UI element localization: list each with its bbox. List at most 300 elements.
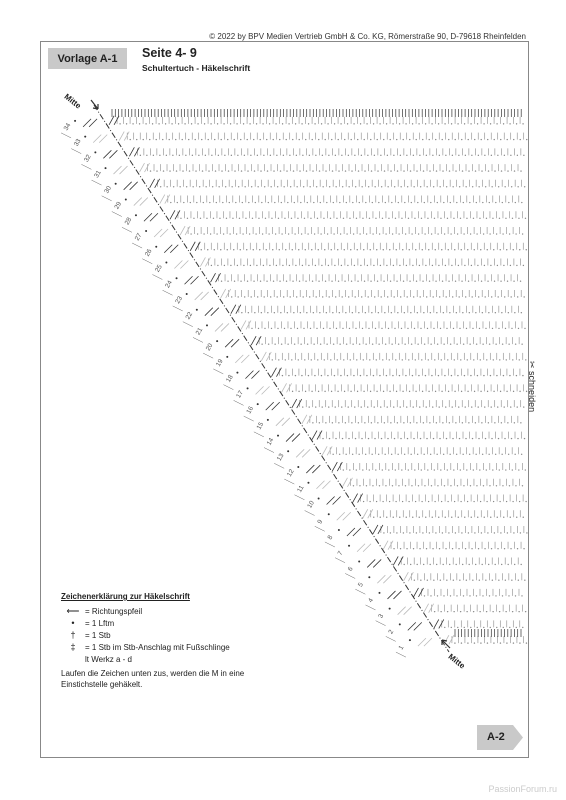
edge-stitch <box>398 604 434 615</box>
chain-mark <box>281 343 282 344</box>
chain-mark <box>398 343 399 344</box>
chain-mark <box>511 186 512 187</box>
chain-mark <box>438 375 439 376</box>
chain-mark <box>344 281 345 282</box>
chain-mark <box>468 564 469 565</box>
chain-mark <box>296 186 297 187</box>
chain-mark <box>503 627 504 628</box>
chain-mark <box>423 312 424 313</box>
chain-mark <box>348 296 349 297</box>
row-leader <box>152 274 162 279</box>
chain-mark <box>378 202 379 203</box>
chain-mark <box>178 123 179 124</box>
chain-mark <box>471 548 472 549</box>
chain-mark <box>299 170 300 171</box>
chain-mark <box>524 186 525 187</box>
chain-mark <box>355 186 356 187</box>
chain-mark <box>464 517 465 518</box>
chain-mark <box>153 155 154 156</box>
chain-mark <box>370 281 371 282</box>
chain-mark <box>250 155 251 156</box>
chain-mark <box>523 265 524 266</box>
chain-mark <box>426 406 427 407</box>
chain-mark <box>297 328 298 329</box>
chain-mark <box>397 312 398 313</box>
chain-mark <box>501 170 502 171</box>
chain-mark <box>299 139 300 140</box>
chain-mark <box>465 548 466 549</box>
chain-mark <box>297 218 298 219</box>
chain-mark <box>479 218 480 219</box>
chain-mark <box>301 375 302 376</box>
chain-mark <box>474 249 475 250</box>
chain-mark <box>496 485 497 486</box>
chain-mark <box>466 218 467 219</box>
chain-mark <box>495 312 496 313</box>
chain-mark <box>160 186 161 187</box>
chain-mark <box>358 422 359 423</box>
chain-mark <box>389 359 390 360</box>
chain-mark <box>231 296 232 297</box>
chain-mark <box>320 343 321 344</box>
chain-mark <box>460 501 461 502</box>
chain-mark <box>364 281 365 282</box>
chain-mark <box>327 233 328 234</box>
chain-mark <box>291 359 292 360</box>
chain-mark <box>262 233 263 234</box>
chain-mark <box>332 454 333 455</box>
chain-mark <box>271 328 272 329</box>
chain-mark <box>336 328 337 329</box>
chain-mark <box>208 170 209 171</box>
chain-mark <box>318 249 319 250</box>
chain-mark <box>369 469 370 470</box>
chain-mark <box>377 281 378 282</box>
chain-mark <box>182 139 183 140</box>
chain-mark <box>379 375 380 376</box>
chain-mark <box>465 155 466 156</box>
chain-mark <box>452 186 453 187</box>
chain-mark <box>143 139 144 140</box>
chain-mark <box>313 202 314 203</box>
chain-mark <box>411 343 412 344</box>
chain-icon: • <box>71 617 75 628</box>
chain-mark <box>396 139 397 140</box>
chain-mark <box>479 611 480 612</box>
chain-mark <box>511 438 512 439</box>
chain-mark <box>480 642 481 643</box>
chain-mark <box>344 139 345 140</box>
chain-mark <box>311 391 312 392</box>
chain-mark <box>481 564 482 565</box>
dc-icon: † <box>70 629 76 640</box>
chain-mark <box>386 123 387 124</box>
chain-mark <box>361 155 362 156</box>
chain-mark <box>332 170 333 171</box>
chain-mark <box>518 469 519 470</box>
chain-mark <box>139 123 140 124</box>
chain-mark <box>357 281 358 282</box>
chain-mark <box>478 548 479 549</box>
chain-mark <box>353 485 354 486</box>
chain-mark <box>306 312 307 313</box>
chain-mark <box>378 454 379 455</box>
chain-mark <box>508 454 509 455</box>
edge-stitch <box>144 210 180 221</box>
chain-mark <box>505 218 506 219</box>
chain-mark <box>426 155 427 156</box>
chain-mark <box>515 233 516 234</box>
chain-mark <box>471 517 472 518</box>
chain-mark <box>197 233 198 234</box>
chain-mark <box>476 202 477 203</box>
chain-mark <box>240 281 241 282</box>
edge-chain <box>247 387 249 389</box>
chain-mark <box>476 595 477 596</box>
chain-mark <box>476 485 477 486</box>
chain-mark <box>221 139 222 140</box>
edge-stitch <box>367 556 403 567</box>
chain-mark <box>472 328 473 329</box>
chain-mark <box>314 233 315 234</box>
chain-mark <box>374 186 375 187</box>
chain-mark <box>450 343 451 344</box>
chain-mark <box>240 249 241 250</box>
chain-mark <box>484 296 485 297</box>
chain-mark <box>238 186 239 187</box>
chain-mark <box>524 438 525 439</box>
chain-mark <box>508 343 509 344</box>
edge-chain <box>135 214 137 216</box>
chain-mark <box>382 501 383 502</box>
chain-mark <box>442 281 443 282</box>
chain-mark <box>501 422 502 423</box>
chain-mark <box>399 375 400 376</box>
chain-mark <box>400 548 401 549</box>
chain-mark <box>498 579 499 580</box>
chain-mark <box>267 312 268 313</box>
row-leader <box>112 212 122 217</box>
chain-mark <box>485 438 486 439</box>
chain-mark <box>490 517 491 518</box>
cut-label <box>526 361 537 412</box>
chain-mark <box>521 595 522 596</box>
chain-mark <box>250 296 251 297</box>
chain-mark <box>231 155 232 156</box>
chain-mark <box>469 454 470 455</box>
chain-mark <box>429 281 430 282</box>
chain-mark <box>402 249 403 250</box>
chain-mark <box>423 564 424 565</box>
chain-mark <box>424 485 425 486</box>
chain-mark <box>315 265 316 266</box>
edge-chain <box>307 482 309 484</box>
chain-mark <box>426 186 427 187</box>
chain-mark <box>343 359 344 360</box>
chain-mark <box>294 343 295 344</box>
chain-mark <box>283 186 284 187</box>
chain-mark <box>406 548 407 549</box>
chain-mark <box>452 296 453 297</box>
row-number: 12 <box>285 468 296 479</box>
chain-mark <box>353 123 354 124</box>
chain-mark <box>276 296 277 297</box>
chain-mark <box>439 406 440 407</box>
chain-mark <box>349 218 350 219</box>
chain-mark <box>464 627 465 628</box>
row-number: 17 <box>235 389 245 400</box>
chain-mark <box>514 422 515 423</box>
chain-mark <box>342 438 343 439</box>
template-tag: Vorlage A-1 <box>48 48 127 69</box>
chain-mark <box>510 548 511 549</box>
chain-mark <box>398 233 399 234</box>
chain-mark <box>210 233 211 234</box>
chain-mark <box>509 375 510 376</box>
legend-item <box>61 617 261 629</box>
chain-mark <box>301 123 302 124</box>
chain-mark <box>509 233 510 234</box>
chain-mark <box>471 406 472 407</box>
chain-mark <box>503 265 504 266</box>
chain-mark <box>408 218 409 219</box>
chain-mark <box>425 265 426 266</box>
chain-mark <box>354 406 355 407</box>
chain-mark <box>215 170 216 171</box>
chain-mark <box>448 139 449 140</box>
chain-mark <box>416 564 417 565</box>
chain-mark <box>454 642 455 643</box>
row-leader <box>223 385 233 390</box>
chain-mark <box>316 328 317 329</box>
chain-mark <box>518 579 519 580</box>
chain-mark <box>504 155 505 156</box>
chain-mark <box>316 186 317 187</box>
chain-mark <box>314 375 315 376</box>
footer-watermark: PassionForum.ru <box>488 784 557 794</box>
chain-mark <box>373 517 374 518</box>
chain-mark <box>510 155 511 156</box>
chain-mark <box>286 170 287 171</box>
chain-mark <box>327 123 328 124</box>
chain-mark <box>389 391 390 392</box>
chain-mark <box>394 438 395 439</box>
chain-mark <box>257 186 258 187</box>
edge-stitch <box>245 368 281 379</box>
chain-mark <box>334 123 335 124</box>
chain-mark <box>515 202 516 203</box>
row-number: 29 <box>113 200 124 211</box>
edge-stitch <box>235 352 271 363</box>
chain-mark <box>319 422 320 423</box>
chain-mark <box>315 296 316 297</box>
chain-mark <box>442 170 443 171</box>
legend-heading: Zeichenerklärung zur Häkelschrift <box>61 592 190 601</box>
chain-mark <box>273 139 274 140</box>
chain-mark <box>223 233 224 234</box>
chain-mark <box>456 312 457 313</box>
chain-mark <box>331 139 332 140</box>
chain-mark <box>487 391 488 392</box>
chain-mark <box>432 406 433 407</box>
chain-mark <box>389 501 390 502</box>
legend-item <box>61 629 261 641</box>
chain-mark <box>233 249 234 250</box>
edge-stitch <box>286 431 322 442</box>
chain-mark <box>514 170 515 171</box>
row-number: 10 <box>306 499 316 510</box>
chain-mark <box>387 155 388 156</box>
chain-mark <box>319 312 320 313</box>
row-number: 30 <box>103 185 114 195</box>
chain-mark <box>464 375 465 376</box>
chain-mark <box>463 485 464 486</box>
row-leader <box>81 164 91 169</box>
chain-mark <box>515 343 516 344</box>
chain-mark <box>347 265 348 266</box>
chain-mark <box>352 312 353 313</box>
chain-mark <box>470 123 471 124</box>
page-subtitle: Schultertuch - Häkelschrift <box>142 63 251 73</box>
chain-mark <box>498 438 499 439</box>
chain-mark <box>219 218 220 219</box>
chain-mark <box>404 343 405 344</box>
edge-stitch <box>266 399 302 410</box>
chain-mark <box>300 312 301 313</box>
chain-mark <box>424 595 425 596</box>
chain-mark <box>374 155 375 156</box>
chain-mark <box>337 249 338 250</box>
chain-mark <box>387 438 388 439</box>
chain-mark <box>336 218 337 219</box>
edge-chain <box>176 277 178 279</box>
row-leader <box>142 259 152 264</box>
chain-mark <box>430 343 431 344</box>
chain-mark <box>283 296 284 297</box>
chain-mark <box>352 343 353 344</box>
edge-stitch <box>215 320 251 331</box>
chain-mark <box>375 328 376 329</box>
chain-mark <box>478 296 479 297</box>
chain-mark <box>305 281 306 282</box>
chain-mark <box>458 296 459 297</box>
row-leader <box>254 432 264 437</box>
chain-mark <box>282 123 283 124</box>
chain-mark <box>508 202 509 203</box>
chain-mark <box>514 564 515 565</box>
chain-mark <box>424 233 425 234</box>
chain-mark <box>444 233 445 234</box>
chain-mark <box>326 202 327 203</box>
row-number: 22 <box>184 310 195 321</box>
chain-mark <box>484 155 485 156</box>
chain-mark <box>427 328 428 329</box>
chain-mark <box>526 532 527 533</box>
legend-item <box>61 641 261 653</box>
chain-mark <box>403 139 404 140</box>
chain-mark <box>525 469 526 470</box>
chain-mark <box>500 281 501 282</box>
chain-mark <box>202 170 203 171</box>
chain-mark <box>412 517 413 518</box>
chain-mark <box>477 375 478 376</box>
chain-mark <box>442 532 443 533</box>
chain-mark <box>526 249 527 250</box>
chain-mark <box>269 123 270 124</box>
chain-mark <box>227 139 228 140</box>
chain-mark <box>284 328 285 329</box>
chain-mark <box>460 218 461 219</box>
chain-mark <box>354 155 355 156</box>
chain-mark <box>412 375 413 376</box>
chain-mark <box>404 312 405 313</box>
chain-mark <box>339 312 340 313</box>
chain-mark <box>312 170 313 171</box>
chain-mark <box>457 485 458 486</box>
chain-mark <box>333 343 334 344</box>
chain-mark <box>455 170 456 171</box>
chain-mark <box>370 139 371 140</box>
chain-mark <box>349 469 350 470</box>
chain-mark <box>208 139 209 140</box>
chain-mark <box>411 233 412 234</box>
chain-mark <box>318 139 319 140</box>
chain-mark <box>149 139 150 140</box>
chain-mark <box>477 123 478 124</box>
chain-mark <box>393 155 394 156</box>
chain-mark <box>279 249 280 250</box>
chain-mark <box>373 265 374 266</box>
chain-mark <box>216 202 217 203</box>
chain-mark <box>192 186 193 187</box>
chain-mark <box>462 454 463 455</box>
row-number: 15 <box>255 421 266 431</box>
chain-mark <box>173 186 174 187</box>
chain-mark <box>170 202 171 203</box>
edge-stitch <box>114 163 150 174</box>
chain-mark <box>481 139 482 140</box>
chain-mark <box>508 595 509 596</box>
chain-mark <box>351 139 352 140</box>
foundation-dc-icon: ‡ <box>70 641 76 652</box>
chain-mark <box>346 343 347 344</box>
chain-mark <box>492 579 493 580</box>
chain-mark <box>367 155 368 156</box>
chain-mark <box>382 359 383 360</box>
chain-mark <box>475 422 476 423</box>
chain-mark <box>381 328 382 329</box>
chain-mark <box>351 281 352 282</box>
chain-mark <box>381 186 382 187</box>
edge-stitch <box>316 478 352 489</box>
chain-mark <box>428 359 429 360</box>
chain-mark <box>360 123 361 124</box>
chain-mark <box>501 564 502 565</box>
chain-mark <box>179 155 180 156</box>
edge-chain <box>257 403 259 405</box>
chain-mark <box>322 186 323 187</box>
chain-mark <box>192 155 193 156</box>
chain-mark <box>309 155 310 156</box>
chain-mark <box>205 186 206 187</box>
chain-mark <box>323 328 324 329</box>
chain-mark <box>472 579 473 580</box>
chain-mark <box>384 312 385 313</box>
chain-mark <box>225 186 226 187</box>
chain-mark <box>401 328 402 329</box>
chain-mark <box>424 343 425 344</box>
chain-mark <box>425 517 426 518</box>
